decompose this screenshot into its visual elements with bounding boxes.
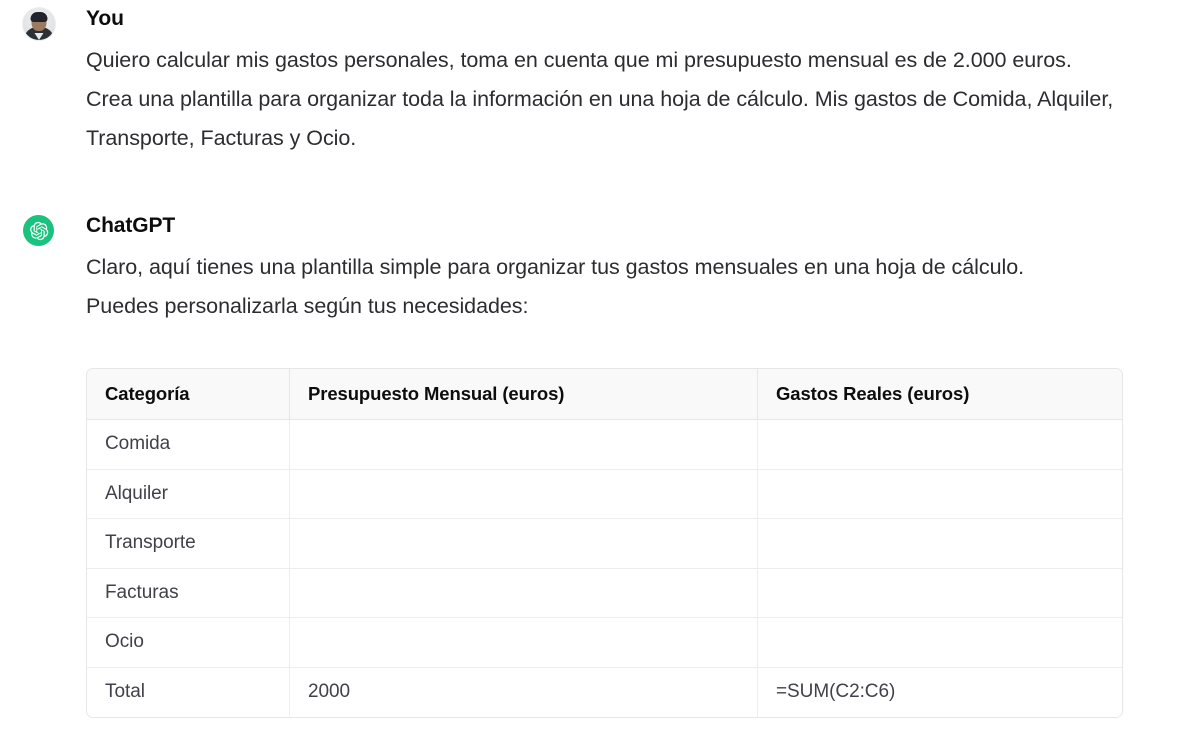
message-content — [86, 6, 1200, 158]
table-cell-actual — [758, 420, 1122, 470]
table-cell-category: Total — [87, 668, 290, 718]
message-assistant — [0, 213, 1200, 326]
message-user — [0, 6, 1200, 158]
table-header-cell-presupuesto: Presupuesto Mensual (euros) — [290, 369, 758, 420]
user-message-paragraph: Quiero calcular mis gastos personales, toma en cuenta que mi presupuesto mensual es de 2.000 euros. Crea una plantilla para organizar toda la información en una hoja de cálculo. Mis gastos de Comida, Alquiler, Transporte, Facturas y Ocio. — [86, 48, 1114, 150]
table-header — [87, 369, 1122, 420]
table-cell-budget — [290, 470, 758, 520]
message-author-name: ChatGPT — [86, 214, 176, 237]
table-row — [87, 519, 1122, 569]
table-row-total — [87, 668, 1122, 718]
table-cell-actual — [758, 519, 1122, 569]
table-row — [87, 569, 1122, 619]
table-cell-actual — [758, 569, 1122, 619]
table-body — [87, 420, 1122, 717]
table-cell-category: Transporte — [87, 519, 290, 569]
assistant-message-paragraph-2: Puedes personalizarla según tus necesidades: — [86, 294, 529, 318]
avatar-hair — [31, 12, 48, 22]
assistant-message-paragraph-1: Claro, aquí tienes una plantilla simple para organizar tus gastos mensuales en una hoja de cálculo. — [86, 255, 1025, 279]
table-cell-actual — [758, 618, 1122, 668]
user-photo-avatar — [23, 8, 55, 40]
avatar-column — [0, 6, 86, 40]
table-cell-actual: =SUM(C2:C6) — [758, 668, 1122, 718]
table-row — [87, 618, 1122, 668]
table-cell-category: Comida — [87, 420, 290, 470]
table-cell-budget — [290, 519, 758, 569]
table-cell-budget: 2000 — [290, 668, 758, 718]
table-cell-budget — [290, 569, 758, 619]
table-cell-category: Alquiler — [87, 470, 290, 520]
message-author-name: You — [86, 7, 124, 30]
avatar-column — [0, 213, 86, 246]
table-header-cell-gastos: Gastos Reales (euros) — [758, 369, 1122, 420]
budget-table — [86, 368, 1123, 718]
budget-table-container — [86, 368, 1121, 718]
table-row — [87, 420, 1122, 470]
openai-logo-icon — [23, 215, 54, 246]
table-header-cell-categoria: Categoría — [87, 369, 290, 420]
table-row — [87, 470, 1122, 520]
table-cell-category: Facturas — [87, 569, 290, 619]
table-cell-actual — [758, 470, 1122, 520]
message-content — [86, 213, 1200, 326]
table-cell-budget — [290, 618, 758, 668]
table-header-row — [87, 369, 1122, 420]
table-cell-category: Ocio — [87, 618, 290, 668]
table-cell-budget — [290, 420, 758, 470]
